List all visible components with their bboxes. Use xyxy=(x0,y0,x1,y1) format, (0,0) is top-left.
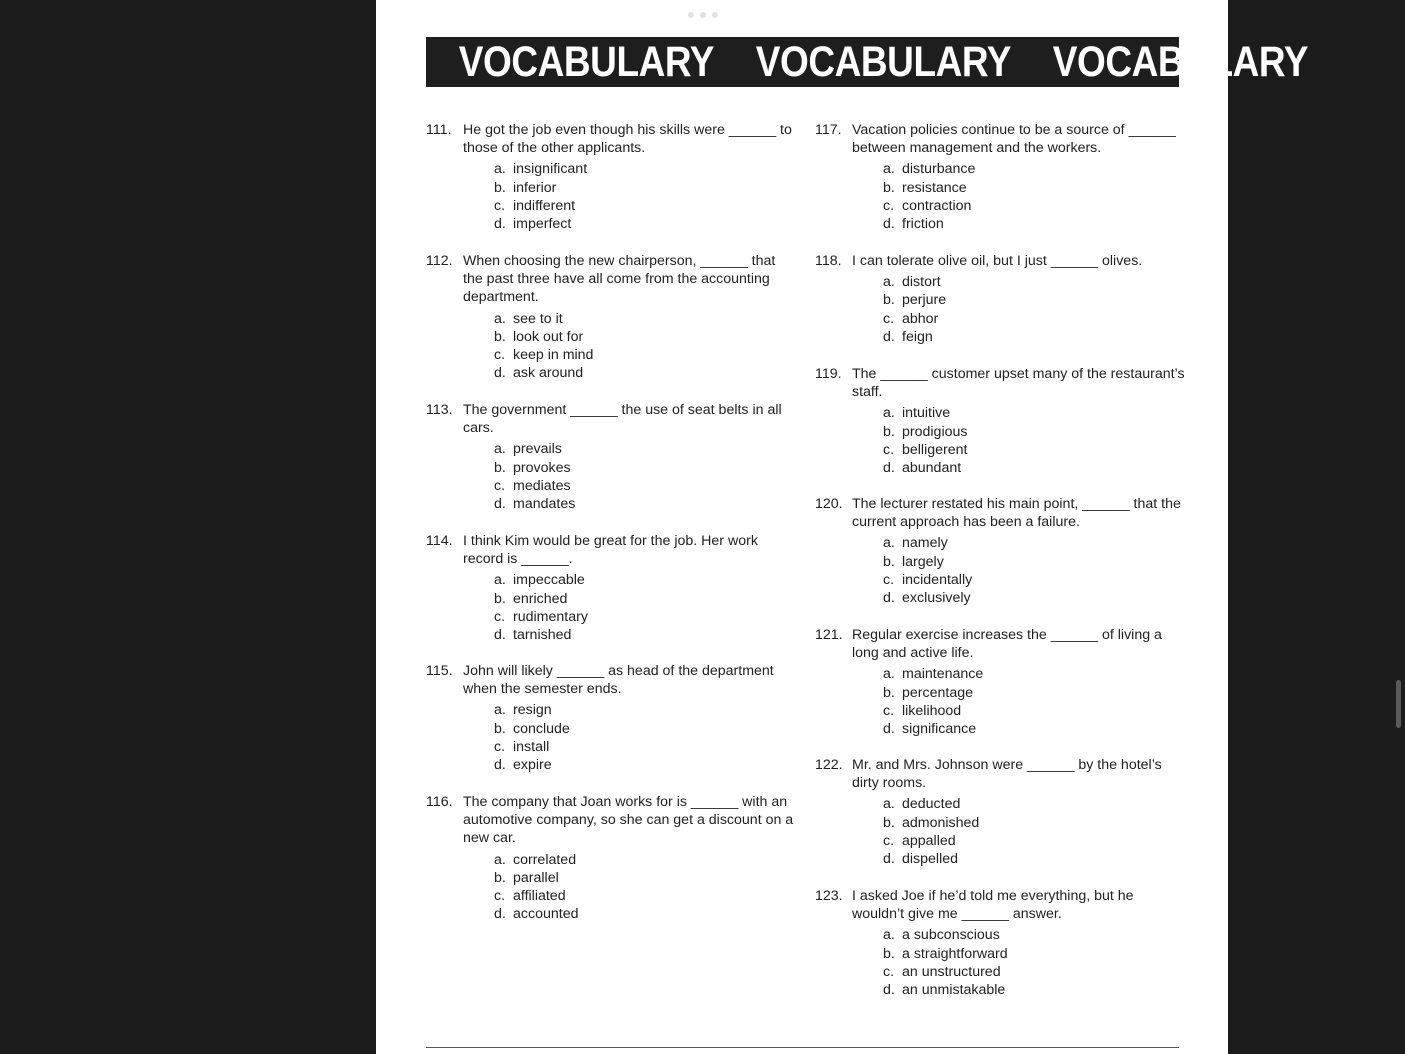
answer-option[interactable] xyxy=(883,981,1185,999)
answer-option[interactable] xyxy=(494,346,796,364)
question-text: The lecturer restated his main point, ______ that the current approach has been a failure. xyxy=(852,496,1181,531)
question-116 xyxy=(426,793,796,923)
answer-options xyxy=(494,851,796,924)
option-letter: b. xyxy=(494,869,506,886)
answer-option[interactable] xyxy=(883,534,1185,552)
option-letter: d. xyxy=(494,757,506,774)
answer-options xyxy=(494,440,796,513)
answer-option[interactable] xyxy=(494,215,796,233)
question-number: 115. xyxy=(426,663,453,679)
option-letter: b. xyxy=(494,590,506,607)
option-letter: a. xyxy=(883,161,895,178)
answer-options xyxy=(883,665,1185,738)
option-letter: d. xyxy=(494,627,506,644)
option-text: likelihood xyxy=(902,702,962,719)
answer-option[interactable] xyxy=(494,851,796,869)
option-letter: c. xyxy=(494,738,506,755)
option-letter: d. xyxy=(883,216,895,233)
question-number: 113. xyxy=(426,402,453,418)
option-letter: b. xyxy=(883,292,895,309)
option-letter: b. xyxy=(883,945,895,962)
answer-option[interactable] xyxy=(494,571,796,589)
option-text: intuitive xyxy=(902,405,951,422)
option-text: imperfect xyxy=(513,216,572,233)
answer-option[interactable] xyxy=(883,571,1185,589)
option-letter: b. xyxy=(883,423,895,440)
answer-options xyxy=(883,160,1185,233)
option-text: appalled xyxy=(902,832,956,849)
option-text: prevails xyxy=(513,441,562,458)
option-text: disturbance xyxy=(902,161,976,178)
banner-word: VOCABULARY xyxy=(458,38,715,86)
option-letter: c. xyxy=(883,441,895,458)
option-text: distort xyxy=(902,274,941,291)
option-text: mandates xyxy=(513,496,576,513)
option-letter: a. xyxy=(494,310,506,327)
answer-option[interactable] xyxy=(883,404,1185,422)
option-letter: a. xyxy=(494,161,506,178)
option-letter: b. xyxy=(494,179,506,196)
answer-option[interactable] xyxy=(883,665,1185,683)
answer-option[interactable] xyxy=(883,945,1185,963)
answer-options xyxy=(883,404,1185,477)
question-text: The company that Joan works for is ______ with an automotive company, so she can get a discount on a new car. xyxy=(463,794,794,847)
answer-option[interactable] xyxy=(494,887,796,905)
answer-options xyxy=(494,160,796,233)
answer-option[interactable] xyxy=(494,756,796,774)
answer-option[interactable] xyxy=(494,160,796,178)
option-text: provokes xyxy=(513,459,571,476)
answer-option[interactable] xyxy=(883,459,1185,477)
option-text: feign xyxy=(902,328,933,345)
answer-option[interactable] xyxy=(883,720,1185,738)
option-letter: b. xyxy=(494,459,506,476)
scrollbar-thumb[interactable] xyxy=(1396,680,1401,728)
question-text: Regular exercise increases the ______ of living a long and active life. xyxy=(852,627,1162,662)
answer-option[interactable] xyxy=(494,738,796,756)
option-text: friction xyxy=(902,216,944,233)
option-text: maintenance xyxy=(902,666,984,683)
option-letter: a. xyxy=(883,927,895,944)
option-letter: d. xyxy=(494,365,506,382)
option-letter: b. xyxy=(883,684,895,701)
question-text: He got the job even though his skills were ______ to those of the other applicants. xyxy=(463,122,792,157)
option-letter: c. xyxy=(494,347,506,364)
option-letter: a. xyxy=(883,666,895,683)
option-text: prodigious xyxy=(902,423,968,440)
question-120 xyxy=(815,495,1185,607)
option-letter: d. xyxy=(883,851,895,868)
question-number: 119. xyxy=(815,366,842,382)
option-text: resistance xyxy=(902,179,967,196)
question-text: I asked Joe if he’d told me everything, but he wouldn’t give me ______ answer. xyxy=(852,888,1134,923)
answer-options xyxy=(494,310,796,383)
option-text: admonished xyxy=(902,814,980,831)
question-123 xyxy=(815,887,1185,999)
question-119 xyxy=(815,365,1185,477)
option-letter: a. xyxy=(494,441,506,458)
answer-option[interactable] xyxy=(883,926,1185,944)
option-letter: c. xyxy=(883,571,895,588)
option-text: indifferent xyxy=(513,197,576,214)
question-118 xyxy=(815,252,1185,346)
option-letter: a. xyxy=(883,274,895,291)
option-letter: c. xyxy=(883,310,895,327)
option-letter: c. xyxy=(494,197,506,214)
option-letter: c. xyxy=(883,832,895,849)
option-text: belligerent xyxy=(902,441,968,458)
option-text: enriched xyxy=(513,590,568,607)
question-number: 114. xyxy=(426,533,453,549)
question-number: 121. xyxy=(815,627,843,643)
option-letter: a. xyxy=(494,851,506,868)
question-number: 112. xyxy=(426,253,453,269)
option-text: rudimentary xyxy=(513,608,588,625)
option-text: install xyxy=(513,738,550,755)
question-text: The government ______ the use of seat belts in all cars. xyxy=(463,402,782,437)
option-text: abundant xyxy=(902,460,962,477)
option-letter: d. xyxy=(883,982,895,999)
answer-option[interactable] xyxy=(883,832,1185,850)
answer-option[interactable] xyxy=(883,197,1185,215)
option-text: impeccable xyxy=(513,572,585,589)
option-text: tarnished xyxy=(513,627,572,644)
answer-option[interactable] xyxy=(883,179,1185,197)
option-text: conclude xyxy=(513,720,570,737)
option-letter: d. xyxy=(494,496,506,513)
answer-option[interactable] xyxy=(883,310,1185,328)
answer-options xyxy=(494,701,796,774)
option-text: correlated xyxy=(513,851,577,868)
option-letter: a. xyxy=(883,405,895,422)
option-text: deducted xyxy=(902,796,961,813)
question-text: Vacation policies continue to be a source of ______ between management and the workers. xyxy=(852,122,1176,157)
option-text: an unstructured xyxy=(902,963,1001,980)
option-text: a straightforward xyxy=(902,945,1008,962)
option-text: ask around xyxy=(513,365,584,382)
option-letter: a. xyxy=(494,702,506,719)
option-letter: b. xyxy=(494,328,506,345)
option-text: keep in mind xyxy=(513,347,594,364)
option-letter: a. xyxy=(883,796,895,813)
option-letter: c. xyxy=(494,477,506,494)
option-letter: c. xyxy=(883,963,895,980)
answer-option[interactable] xyxy=(883,328,1185,346)
answer-option[interactable] xyxy=(883,850,1185,868)
option-text: resign xyxy=(513,702,552,719)
answer-option[interactable] xyxy=(494,328,796,346)
question-number: 123. xyxy=(815,888,843,904)
answer-option[interactable] xyxy=(883,795,1185,813)
option-letter: b. xyxy=(494,720,506,737)
answer-option[interactable] xyxy=(883,160,1185,178)
answer-option[interactable] xyxy=(883,814,1185,832)
question-text: The ______ customer upset many of the restaurant’s staff. xyxy=(852,366,1185,401)
answer-option[interactable] xyxy=(494,869,796,887)
answer-option[interactable] xyxy=(494,608,796,626)
option-text: percentage xyxy=(902,684,973,701)
option-text: inferior xyxy=(513,179,557,196)
answer-option[interactable] xyxy=(494,626,796,644)
option-letter: c. xyxy=(883,197,895,214)
option-text: a subconscious xyxy=(902,927,1000,944)
option-text: accounted xyxy=(513,906,579,923)
option-letter: a. xyxy=(883,535,895,552)
answer-option[interactable] xyxy=(494,720,796,738)
answer-option[interactable] xyxy=(494,477,796,495)
question-111 xyxy=(426,121,796,233)
question-112 xyxy=(426,252,796,382)
option-text: an unmistakable xyxy=(902,982,1006,999)
answer-option[interactable] xyxy=(883,963,1185,981)
answer-option[interactable] xyxy=(883,215,1185,233)
option-text: contraction xyxy=(902,197,972,214)
question-text: I can tolerate olive oil, but I just ______ olives. xyxy=(852,253,1143,269)
document-page xyxy=(376,0,1308,1054)
option-letter: b. xyxy=(883,179,895,196)
question-121 xyxy=(815,626,1185,738)
answer-options xyxy=(494,571,796,644)
question-number: 111. xyxy=(426,122,452,138)
answer-option[interactable] xyxy=(494,440,796,458)
answer-option[interactable] xyxy=(883,291,1185,309)
answer-options xyxy=(883,273,1185,346)
option-text: affiliated xyxy=(513,888,566,905)
answer-options xyxy=(883,795,1185,868)
answer-option[interactable] xyxy=(494,701,796,719)
question-text: John will likely ______ as head of the department when the semester ends. xyxy=(463,663,774,698)
option-text: largely xyxy=(902,553,944,570)
question-number: 117. xyxy=(815,122,842,138)
option-letter: d. xyxy=(883,590,895,607)
answer-option[interactable] xyxy=(494,459,796,477)
answer-option[interactable] xyxy=(883,423,1185,441)
option-letter: d. xyxy=(494,216,506,233)
answer-option[interactable] xyxy=(883,702,1185,720)
option-text: expire xyxy=(513,757,552,774)
question-text: Mr. and Mrs. Johnson were ______ by the hotel’s dirty rooms. xyxy=(852,757,1162,792)
answer-options xyxy=(883,926,1185,999)
option-letter: a. xyxy=(494,572,506,589)
option-text: incidentally xyxy=(902,571,973,588)
option-text: abhor xyxy=(902,310,939,327)
option-letter: d. xyxy=(883,328,895,345)
option-letter: d. xyxy=(883,721,895,738)
answer-option[interactable] xyxy=(883,684,1185,702)
option-text: namely xyxy=(902,535,948,552)
question-number: 122. xyxy=(815,757,843,773)
question-number: 118. xyxy=(815,253,842,269)
option-letter: b. xyxy=(883,814,895,831)
option-letter: d. xyxy=(494,906,506,923)
option-letter: c. xyxy=(883,702,895,719)
answer-option[interactable] xyxy=(494,364,796,382)
drag-handle[interactable] xyxy=(688,12,718,20)
question-122 xyxy=(815,756,1185,868)
question-117 xyxy=(815,121,1185,233)
question-114 xyxy=(426,532,796,644)
answer-option[interactable] xyxy=(494,590,796,608)
option-text: significance xyxy=(902,721,977,738)
option-letter: c. xyxy=(494,608,506,625)
question-text: When choosing the new chairperson, ______ that the past three have all come from the accounting department. xyxy=(463,253,776,306)
answer-option[interactable] xyxy=(494,905,796,923)
question-number: 116. xyxy=(426,794,453,810)
option-letter: d. xyxy=(883,460,895,477)
answer-option[interactable] xyxy=(494,179,796,197)
answer-option[interactable] xyxy=(883,553,1185,571)
question-113 xyxy=(426,401,796,513)
question-115 xyxy=(426,662,796,774)
option-text: look out for xyxy=(513,328,584,345)
question-number: 120. xyxy=(815,496,843,512)
answer-options xyxy=(883,534,1185,607)
answer-option[interactable] xyxy=(883,441,1185,459)
vocabulary-banner xyxy=(426,37,1308,87)
banner-word: VOCABULARY xyxy=(755,38,1011,86)
answer-option[interactable] xyxy=(883,589,1185,607)
answer-option[interactable] xyxy=(883,273,1185,291)
answer-option[interactable] xyxy=(494,197,796,215)
option-text: mediates xyxy=(513,477,571,494)
answer-option[interactable] xyxy=(494,495,796,513)
banner-word: VOCABULARY xyxy=(1052,38,1308,86)
footer-divider xyxy=(426,1047,1179,1048)
question-text: I think Kim would be great for the job. Her work record is ______. xyxy=(463,533,758,568)
option-letter: c. xyxy=(494,888,506,905)
option-text: perjure xyxy=(902,292,947,309)
option-text: dispelled xyxy=(902,851,959,868)
answer-option[interactable] xyxy=(494,310,796,328)
option-text: insignificant xyxy=(513,161,588,178)
option-text: exclusively xyxy=(902,590,971,607)
option-text: see to it xyxy=(513,310,563,327)
option-text: parallel xyxy=(513,869,559,886)
option-letter: b. xyxy=(883,553,895,570)
